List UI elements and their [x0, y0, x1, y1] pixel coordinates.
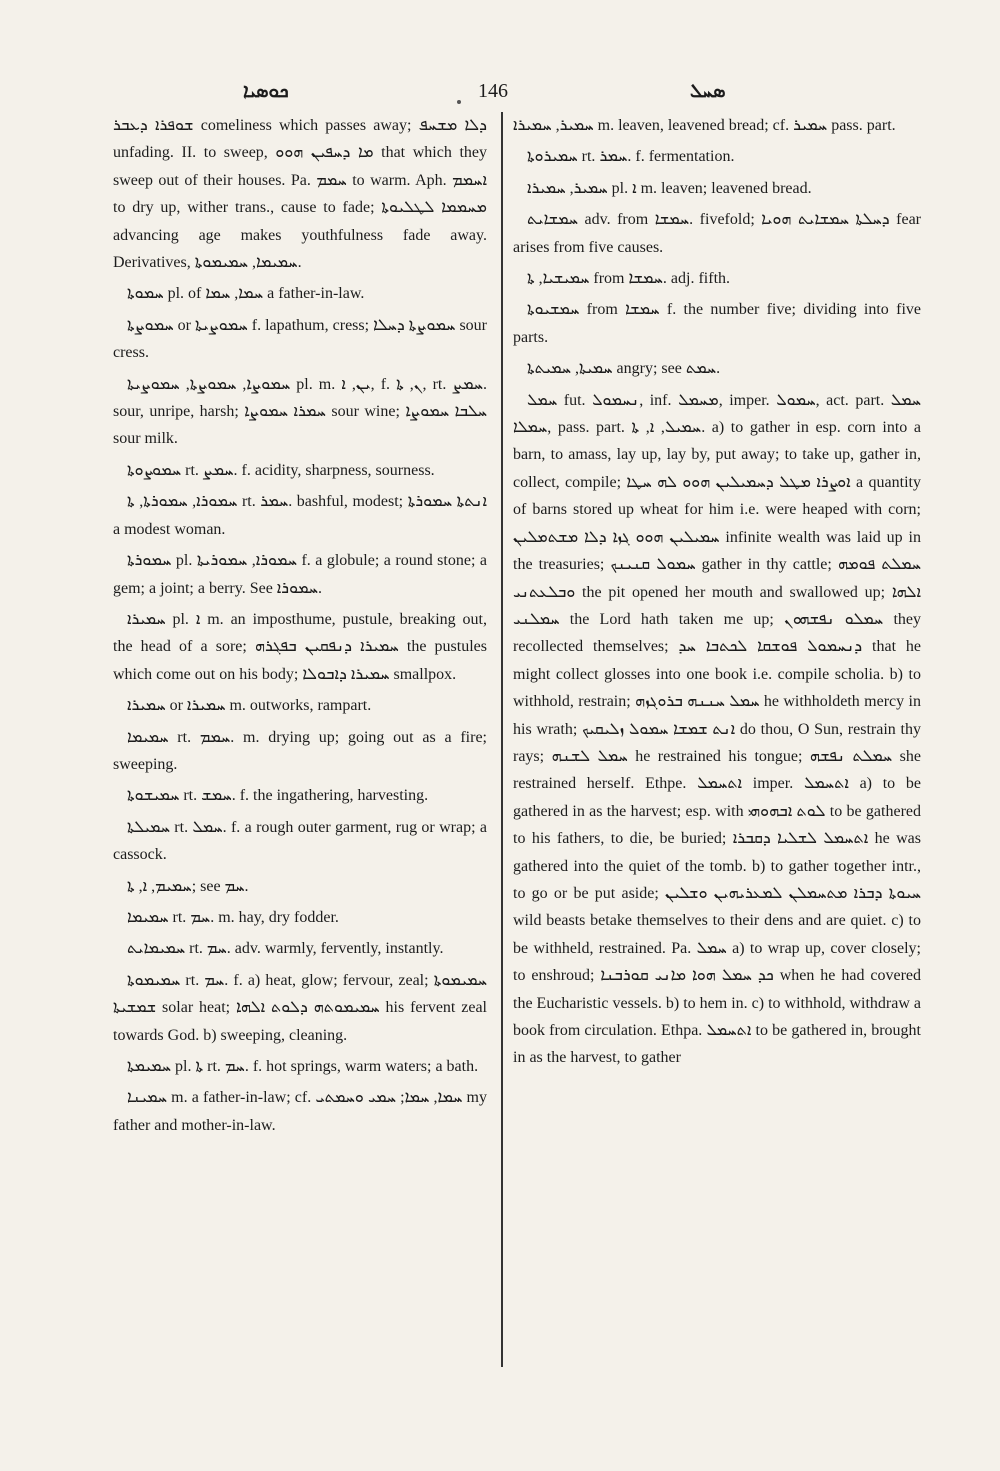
- dictionary-entry: ܚܡܝܪܐ pl. ܐ m. an imposthume, pustule, breaking out, the head of a sore; ܚܡܝܪܐ ܕܢܦܩܝܢ ܒܦܓܪܗ the pustules which come out on his body; ܚܡܝܪܐ ܕܐܒܘܠܐ smallpox.: [113, 610, 488, 683]
- dictionary-entry: ܚܡܝܡܐ rt. ܚܡܡ. m. drying up; going out as a fire; sweeping.: [113, 728, 487, 773]
- dictionary-entry: ܚܡܝܠܬܐ rt. ܚܡܠ. f. a rough outer garment, rug or wrap; a cassock.: [113, 818, 487, 864]
- dictionary-entry: ܚܡܘܨܐ, ܚܡܘܨܬܐ, ܚܡܘܨܝܬܐ pl. m. ܝܢ, ܐ, f. ܢ, ܬܐ, rt. ܚܡܨ. sour, unripe, harsh; ܚܡܪܐ ܚܡܘܨܐ sour wine; ܚܠܒܐ ܚܡܘܨܐ sour milk.: [113, 375, 488, 448]
- left-column: [113, 112, 487, 1143]
- running-head-right: ܣܚܠ: [690, 80, 726, 102]
- dictionary-entry: ܚܡܝܡܐ rt. ܚܡ. m. hay, dry fodder.: [127, 908, 339, 926]
- dictionary-entry: ܚܡܘܪܬܐ pl. ܚܡܘܪܐ, ܚܡܘܪܝܬܐ f. a globule; a round stone; a gem; a joint; a berry. See ܚܡܘܪܐ.: [113, 552, 487, 597]
- dictionary-entry: ܚܡܫܝܘܬܐ from ܚܡܫܐ f. the number five; dividing into five parts.: [513, 301, 922, 346]
- dictionary-entry: ܚܡܝܡܐܝܬ rt. ܚܡ. adv. warmly, fervently, instantly.: [127, 940, 444, 958]
- page-number: 146: [478, 80, 508, 102]
- running-head-left: ܟܘܣܝܐ: [243, 80, 289, 102]
- dictionary-entry: ܚܡܫܐܝܬ adv. from ܚܡܫܐ. fivefold; ܕܚܠܬܐ ܚܡܫܐܝܬ ܗܘܝܐ fear arises from five causes.: [513, 211, 922, 256]
- column-rule: [501, 112, 503, 1367]
- right-column: [513, 112, 921, 1076]
- dictionary-entry: ܫܘܦܪܐ ܕܥܒܪ comeliness which passes away; ܕܠܐ ܡܫܚܦ unfading. II. to sweep, ܡܐ ܕܚܦܝܢ ܗܘܘ that which they sweep out of their houses. Pa. ܚܡܡ to warm. Aph. ܐܚܡܡ to dry up, wither trans., cause to fade; ܡܚܡܡܐ ܠܛܠܝܘܬܐ advancing age makes youthfulness fade away. Derivatives, ܚܡܝܡܐ, ܚܡܝܡܘܬܐ.: [113, 117, 488, 272]
- dictionary-entry: ܚܡܝܡ, ܐ, ܬܐ; see ܚܡ.: [127, 877, 249, 895]
- print-speck: [457, 100, 461, 104]
- dictionary-entry: ܚܡܝܪܘܬܐ rt. ܚܡܪ. f. fermentation.: [527, 148, 735, 166]
- dictionary-entry: ܚܡܘܨܘܬܐ rt. ܚܡܨ. f. acidity, sharpness, sourness.: [127, 461, 435, 479]
- dictionary-entry: ܚܡܠ fut. ܢܚܡܘܠ, inf. ܡܚܡܠ, imper. ܚܡܘܠ, act. part. ܚܡܠ ܚܡܠܐ, pass. part. ܚܡܝܠ, ܐ, ܬܐ. a) to gather in esp. corn into a barn, to amass, lay up, lay by, put away; to take up, gather in, collect, compile; ܐܘܨܪܐ ܡܛܠ ܕܚܡܝܠܝܢ ܗܘܘ ܠܗ ܚܛܐ a quantity of barns stored up wheat for him i.e. were heaped with corn; ܚܡܝܠܝܢ ܗܘܘ ܓܙܐ ܕܠܐ ܡܫܬܡܠܝܢ infinite wealth was laid up in the treasuries; ܚܡܘܠ ܩܢܝܢܟ gather in thy cattle; ܚܡܠܬ ܦܘܡܗ ܘܒܠܥܬܢܝ the pit opened her mouth and swallowed up; ܐܠܗܐ ܚܡܠܢܝ the Lord hath taken me up; ܚܡܠܘ ܢܦܫܗܘܢ they recollected themselves; ܕܢܚܡܘܠ ܦܘܫܩܐ ܠܟܬܒܐ ܚܕ that he might collect glosses into one book i.e. compile scholia. b) to withhold, restrain; ܚܡܠ ܚܢܢܗ ܒܪܘܓܙܗ he withholdeth mercy in his wrath; ܐܢܬ ܫܡܫܐ ܚܡܘܠ ܙܠܝܩܝܟ do thou, O Sun, restrain thy rays; ܚܡܠ ܠܫܢܗ he restrained his tongue; ܚܡܠܬ ܢܦܫܗ she restrained herself. Ethpe. ܐܬܚܡܠ imper. ܐܬܚܡܠ a) to be gathered in as the harvest; esp. with ܠܘܬ ܐܒܗܘܗܝ to be gathered to his fathers, to die, be buried; ܐܬܚܡܠ ܠܫܠܝܐ ܕܩܒܪܐ he was gathered into the quiet of the tomb. b) to gather together intr., to go or be put aside; ܚܝܘܬܐ ܕܒܪܐ ܡܬܚܡܠܢ ܠܡܥܪܝܗܝܢ ܘܫܠܝܢ wild beasts betake themselves to their dens and are quiet. c) to be withheld, restrained. Pa. ܚܡܠ a) to wrap up, cover closely; to enshroud; ܟܕ ܚܡܠ ܗܘܐ ܡܐܢܝ ܩܘܪܒܢܐ when he had covered the Eucharistic vessels. b) to hem in. c) to withhold, withdraw a book from circulation. Ethpa. ܐܬܚܡܠ to be gathered in, brought in as the harvest, to gather: [513, 391, 922, 1067]
- dictionary-entry: ܚܡܝܬܐ, ܚܡܝܬܬܐ angry; see ܚܡܬ.: [527, 360, 721, 378]
- dictionary-entry: ܚܡܘܬܐ pl. of ܚܡܐ, ܚܡܐ a father-in-law.: [127, 285, 365, 303]
- dictionary-entry: ܚܡܝܢܐ m. a father-in-law; cf. ܚܡܐ, ܚܡܐ; ܚܡܝ ܘܚܡܬܝ my father and mother-in-law.: [113, 1089, 488, 1134]
- dictionary-entry: ܚܡܝܫܝܐ, ܬܐ from ܚܡܫܐ. adj. fifth.: [527, 270, 731, 288]
- dictionary-entry: ܚܡܘܪܐ, ܚܡܘܪܬܐ, ܬܐ rt. ܚܡܪ. bashful, modest; ܐܢܬܬܐ ܚܡܘܪܬܐ a modest woman.: [113, 493, 487, 538]
- dictionary-entry: ܚܡܝܪ, ܚܡܝܪܐ pl. ܐ m. leaven; leavened bread.: [527, 179, 812, 197]
- dictionary-entry: ܚܡܝܪܐ or ܚܡܝܪܐ m. outworks, rampart.: [127, 697, 372, 715]
- dictionary-entry: ܚܡܝܫܘܬܐ rt. ܚܡܫ. f. the ingathering, harvesting.: [127, 787, 429, 805]
- dictionary-entry: ܚܡܝܡܬܐ pl. ܬܐ rt. ܚܡ. f. hot springs, warm waters; a bath.: [127, 1058, 479, 1075]
- dictionary-entry: ܚܡܝܡܘܬܐ rt. ܚܡ. f. a) heat, glow; fervour, zeal; ܚܡܝܡܘܬܐ ܫܡܫܝܬܐ solar heat; ܚܡܝܡܘܬܗ ܕܠܘܬ ܐܠܗܐ his fervent zeal towards God. b) sweeping, cleaning.: [113, 971, 488, 1044]
- dictionary-entry: ܚܡܘܨܬܐ or ܚܡܘܨܝܬܐ f. lapathum, cress; ܚܡܘܨܬܐ ܕܚܠܐ sour cress.: [113, 316, 487, 362]
- dictionary-entry: ܚܡܝܪ, ܚܡܝܪܐ m. leaven, leavened bread; cf. ܚܡܝܪ pass. part.: [513, 117, 896, 134]
